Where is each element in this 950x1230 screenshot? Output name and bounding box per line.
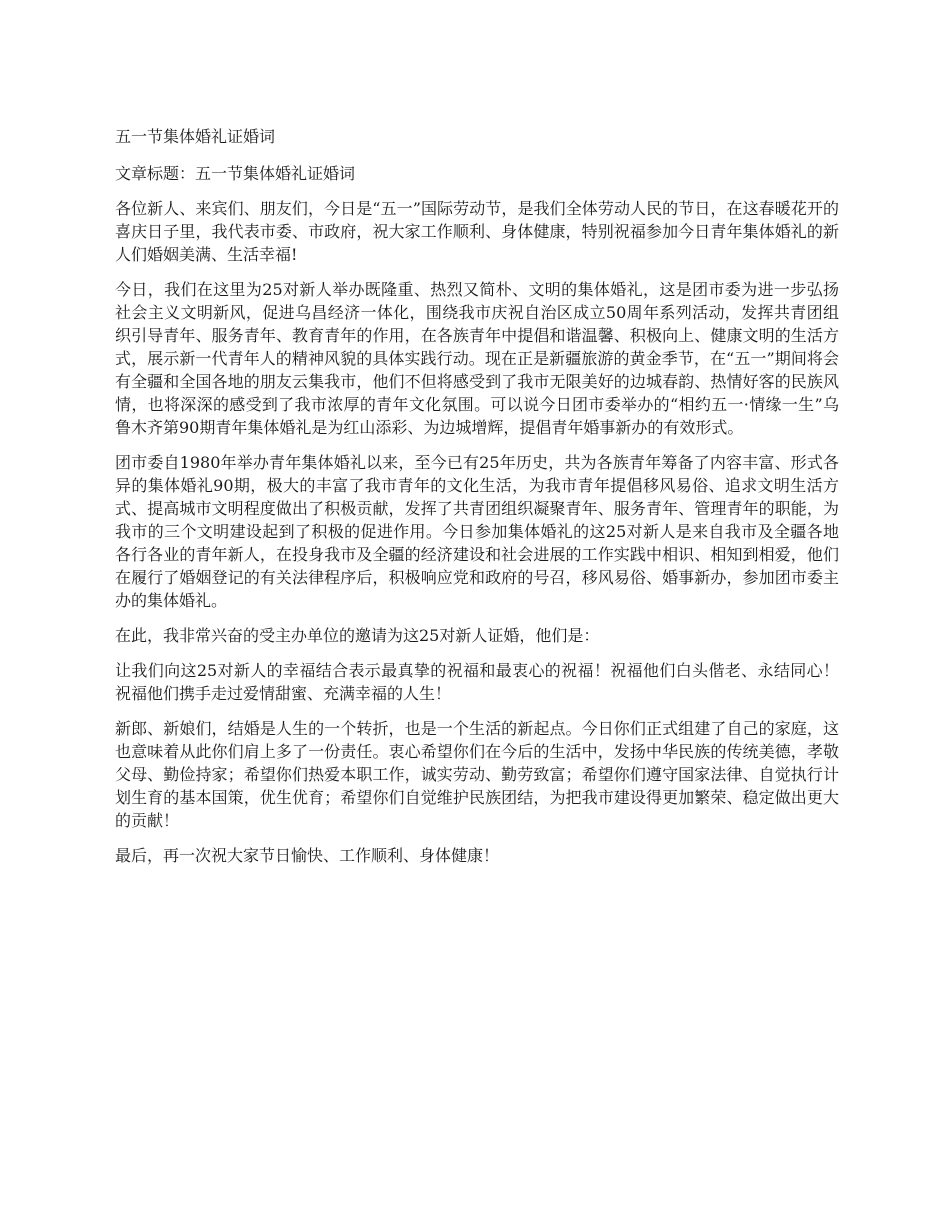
paragraph-greeting: 各位新人、来宾们、朋友们，今日是“五一”国际劳动节，是我们全体劳动人民的节日，在这春暖花开的喜庆日子里，我代表市委、市政府，祝大家工作顺利、身体健康，特别祝福参加今日青年集体婚礼的新人们婚姻美满、生活幸福! (115, 199, 839, 264)
paragraph-history: 团市委自1980年举办青年集体婚礼以来，至今已有25年历史，共为各族青年筹备了内容丰富、形式各异的集体婚礼90期，极大的丰富了我市青年的文化生活，为我市青年提倡移风易俗、追求文明生活方式、提高城市文明程度做出了积极贡献，发挥了共青团组织凝聚青年、服务青年、管理青年的职能，为我市的三个文明建设起到了积极的促进作用。今日参加集体婚礼的这25对新人是来自我市及全疆各地各行各业的青年新人，在投身我市及全疆的经济建设和社会进展的工作实践中相识、相知到相爱，他们在履行了婚姻登记的有关法律程序后，积极响应党和政府的号召，移风易俗、婚事新办，参加团市委主办的集体婚礼。 (115, 453, 839, 610)
paragraph-advice: 新郎、新娘们，结婚是人生的一个转折，也是一个生活的新起点。今日你们正式组建了自己的家庭，这也意味着从此你们肩上多了一份责任。衷心希望你们在今后的生活中，发扬中华民族的传统美德，孝敬父母、勤俭持家；希望你们热爱本职工作，诚实劳动、勤劳致富；希望你们遵守国家法律、自觉执行计划生育的基本国策，优生优育；希望你们自觉维护民族团结，为把我市建设得更加繁荣、稳定做出更大的贡献！ (115, 719, 839, 830)
paragraph-witness: 在此，我非常兴奋的受主办单位的邀请为这25对新人证婚，他们是： (115, 626, 600, 645)
document-page (115, 126, 839, 879)
paragraph-closing: 最后，再一次祝大家节日愉快、工作顺利、身体健康！ (115, 846, 500, 865)
paragraph-ceremony: 今日，我们在这里为25对新人举办既隆重、热烈又简朴、文明的集体婚礼，这是团市委为进一步弘扬社会主义文明新风，促进乌昌经济一体化，围绕我市庆祝自治区成立50周年系列活动，发挥共青团组织引导青年、服务青年、教育青年的作用，在各族青年中提倡和谐温馨、积极向上、健康文明的生活方式，展示新一代青年人的精神风貌的具体实践行动。现在正是新疆旅游的黄金季节，在“五一”期间将会有全疆和全国各地的朋友云集我市，他们不但将感受到了我市无限美好的边城春韵、热情好客的民族风情，也将深深的感受到了我市浓厚的青年文化氛围。可以说今日团市委举办的“相约五一·情缘一生”乌鲁木齐第90期青年集体婚礼是为红山添彩、为边城增辉，提倡青年婚事新办的有效形式。 (115, 280, 839, 437)
article-title-line: 文章标题：五一节集体婚礼证婚词 (115, 164, 356, 183)
document-title: 五一节集体婚礼证婚词 (115, 127, 276, 146)
paragraph-blessing: 让我们向这25对新人的幸福结合表示最真挚的祝福和最衷心的祝福！祝福他们白头偕老、永结同心！祝福他们携手走过爱情甜蜜、充满幸福的人生！ (115, 661, 839, 703)
